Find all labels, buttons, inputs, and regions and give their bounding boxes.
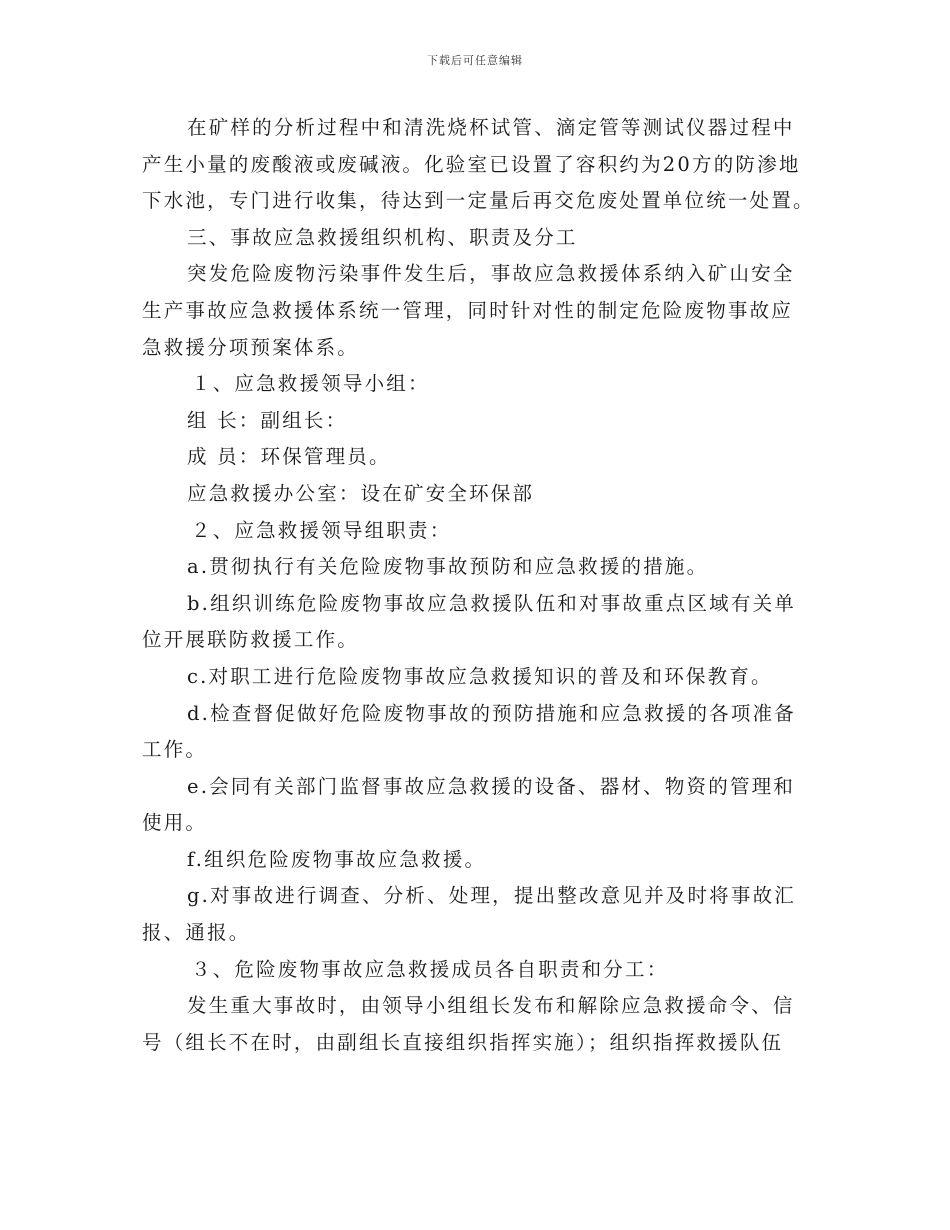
page-header: 下载后可任意编辑 bbox=[427, 54, 523, 67]
text-line: 急救援分项预案体系。 bbox=[142, 335, 360, 359]
text-line: ２、应急救援领导组职责： bbox=[191, 518, 452, 542]
text-line: f.组织危险废物事故应急救援。 bbox=[187, 847, 487, 871]
text-line: 应急救援办公室：设在矿安全环保部 bbox=[187, 481, 535, 505]
text-line: 下水池，专门进行收集，待达到一定量后再交危废处置单位统一处置。 bbox=[142, 189, 815, 213]
document-body bbox=[142, 110, 815, 1061]
text-line: c.对职工进行危险废物事故应急救援知识的普及和环保教育。 bbox=[187, 664, 773, 688]
text-line: 使用。 bbox=[142, 811, 208, 835]
text-line: ３、危险废物事故应急救援成员各自职责和分工： bbox=[191, 957, 669, 981]
text-line: 工作。 bbox=[142, 738, 208, 762]
text-line: 三、事故应急救援组织机构、职责及分工 bbox=[187, 225, 578, 249]
text-line: 组 长：副组长： bbox=[187, 408, 348, 432]
text-line: 号（组长不在时，由副组长直接组织指挥实施）；组织指挥救援队伍 bbox=[142, 1030, 784, 1054]
text-line: 位开展联防救援工作。 bbox=[142, 628, 360, 652]
text-line: d.检查督促做好危险废物事故的预防措施和应急救援的各项准备 bbox=[187, 701, 796, 725]
text-line: 生产事故应急救援体系统一管理，同时针对性的制定危险废物事故应 bbox=[142, 298, 794, 322]
text-line: b.组织训练危险废物事故应急救援队伍和对事故重点区域有关单 bbox=[187, 591, 796, 615]
text-line: 在矿样的分析过程中和清洗烧杯试管、滴定管等测试仪器过程中 bbox=[187, 116, 795, 139]
text-line: １、应急救援领导小组： bbox=[191, 372, 430, 396]
text-line: 发生重大事故时，由领导小组组长发布和解除应急救援命令、信 bbox=[187, 994, 795, 1018]
text-line: 产生小量的废酸液或废碱液。化验室已设置了容积约为20方的防渗地 bbox=[142, 152, 801, 176]
text-line: e.会同有关部门监督事故应急救援的设备、器材、物资的管理和 bbox=[187, 774, 796, 798]
text-line: g.对事故进行调查、分析、处理，提出整改意见并及时将事故汇 bbox=[187, 884, 796, 908]
text-line: 报、通报。 bbox=[142, 921, 251, 945]
text-line: a.贯彻执行有关危险废物事故预防和应急救援的措施。 bbox=[187, 555, 709, 579]
text-line: 成 员：环保管理员。 bbox=[187, 445, 391, 469]
text-line: 突发危险废物污染事件发生后，事故应急救援体系纳入矿山安全 bbox=[187, 262, 795, 286]
